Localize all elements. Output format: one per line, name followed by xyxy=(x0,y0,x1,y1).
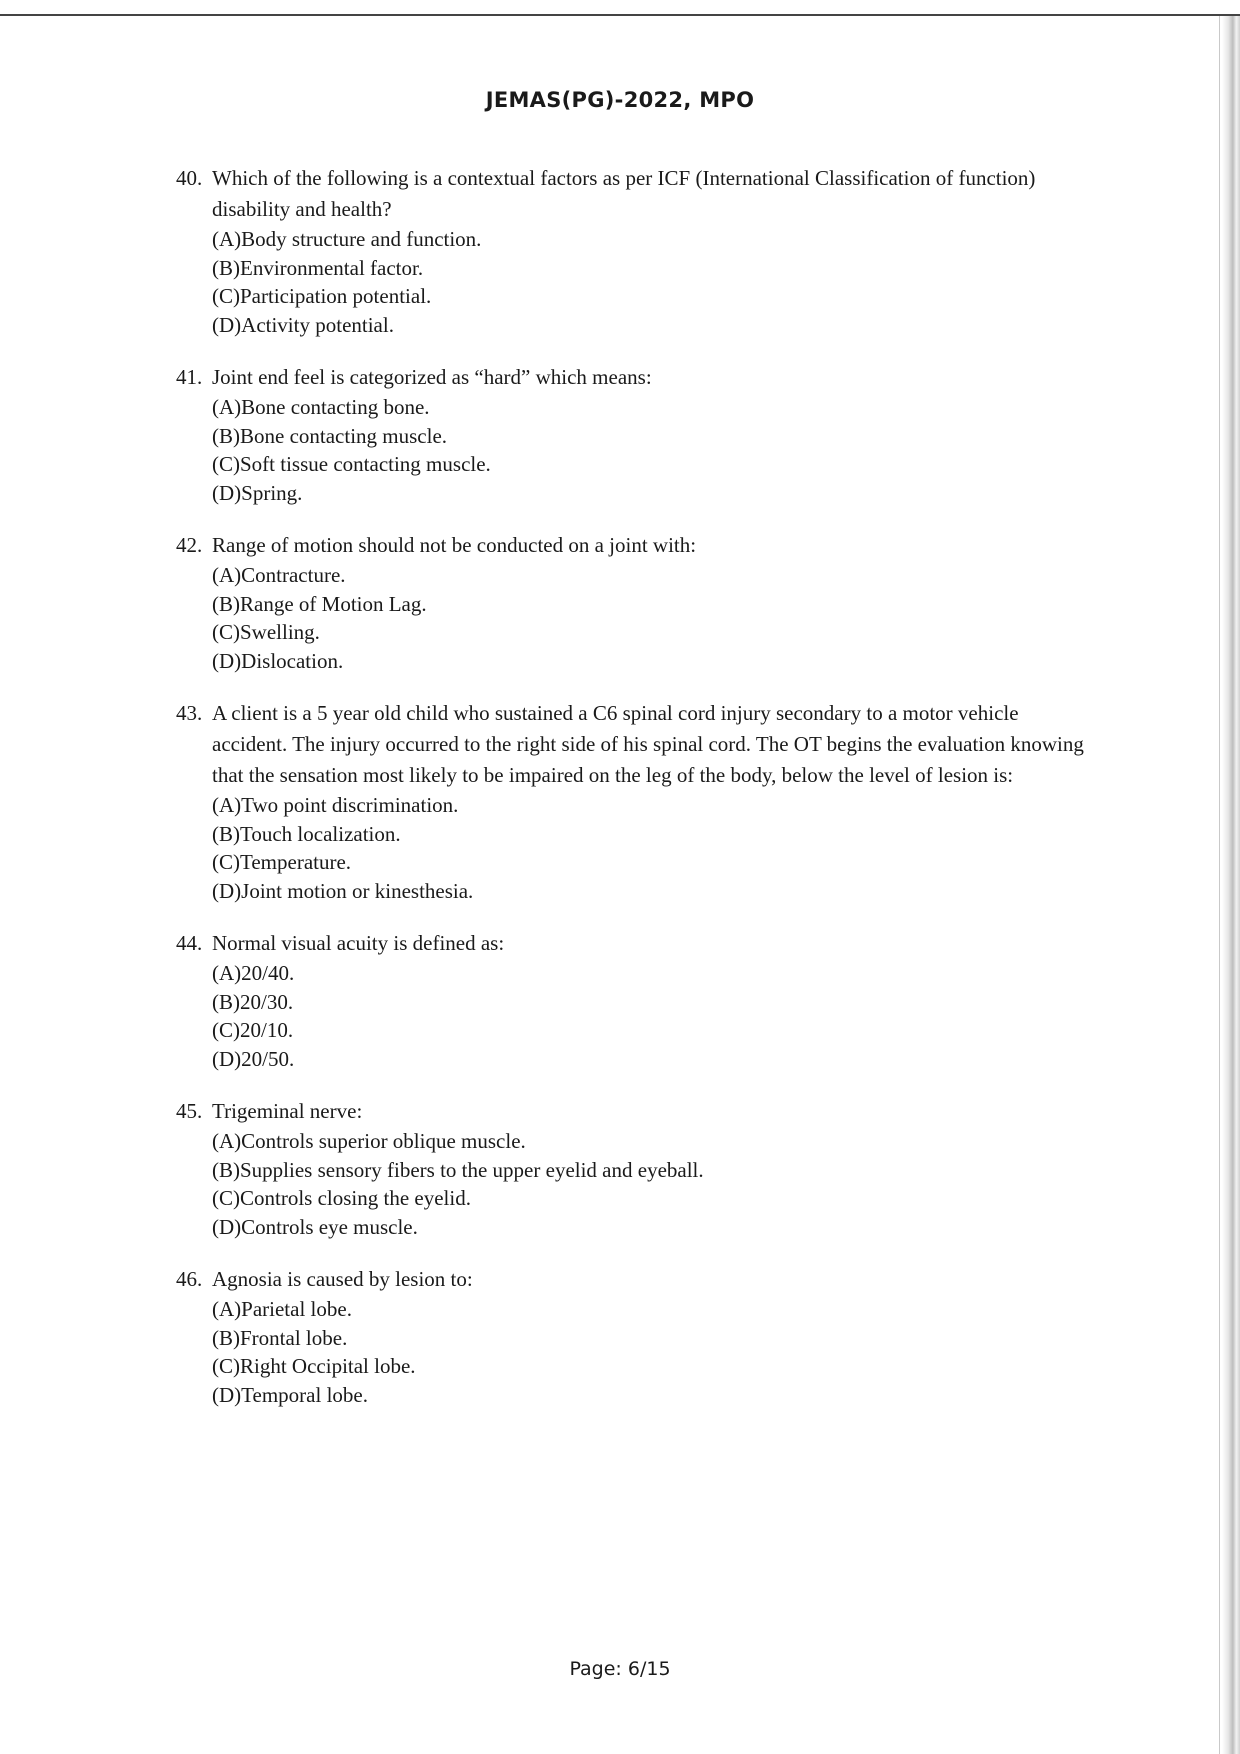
question-46 xyxy=(176,1264,1096,1409)
option-list xyxy=(212,561,1096,675)
answer-option xyxy=(212,1213,1096,1242)
question-45 xyxy=(176,1096,1096,1241)
question-40 xyxy=(176,163,1096,339)
answer-option xyxy=(212,254,1096,283)
option-letter: (D) xyxy=(212,312,242,337)
answer-option xyxy=(212,311,1096,340)
option-letter: (A) xyxy=(212,563,242,587)
option-text: Activity potential. xyxy=(241,312,394,337)
answer-option xyxy=(212,877,1096,906)
option-letter: (C) xyxy=(212,1018,240,1042)
option-letter: (C) xyxy=(212,1186,240,1210)
option-list xyxy=(212,1295,1096,1409)
page-number: Page: 6/15 xyxy=(569,1658,671,1680)
option-letter: (C) xyxy=(212,850,240,874)
question-43 xyxy=(176,698,1096,905)
option-text: Controls superior oblique muscle. xyxy=(241,1129,526,1153)
option-text: Temperature. xyxy=(240,850,352,874)
question-text: Joint end feel is categorized as “hard” which means: xyxy=(212,365,652,389)
question-41 xyxy=(176,362,1096,507)
option-letter: (A) xyxy=(212,1297,242,1321)
answer-option xyxy=(212,988,1096,1017)
question-42 xyxy=(176,530,1096,675)
answer-option xyxy=(212,1045,1096,1074)
answer-option xyxy=(212,618,1096,647)
option-letter: (D) xyxy=(212,1046,242,1071)
option-text: Frontal lobe. xyxy=(240,1325,348,1350)
option-text: 20/30. xyxy=(240,989,294,1014)
option-letter: (B) xyxy=(212,423,240,448)
option-text: Two point discrimination. xyxy=(241,793,459,817)
option-letter: (C) xyxy=(212,1354,240,1378)
option-text: Soft tissue contacting muscle. xyxy=(240,452,491,476)
option-text: Controls eye muscle. xyxy=(241,1214,418,1239)
option-text: 20/10. xyxy=(240,1018,294,1042)
option-text: Spring. xyxy=(241,480,303,505)
scan-right-border-line xyxy=(1219,16,1220,1754)
option-text: Right Occipital lobe. xyxy=(240,1354,416,1378)
option-text: Parietal lobe. xyxy=(241,1297,352,1321)
answer-option xyxy=(212,959,1096,988)
answer-option xyxy=(212,1156,1096,1185)
answer-option xyxy=(212,1127,1096,1156)
question-number: 43. xyxy=(176,701,203,725)
option-list xyxy=(212,791,1096,905)
question-number: 46. xyxy=(176,1267,203,1291)
option-text: Controls closing the eyelid. xyxy=(240,1186,471,1210)
answer-option xyxy=(212,1352,1096,1381)
option-text: Dislocation. xyxy=(241,648,344,673)
option-letter: (D) xyxy=(212,480,242,505)
option-letter: (C) xyxy=(212,620,240,644)
option-letter: (D) xyxy=(212,648,242,673)
option-list xyxy=(212,1127,1096,1241)
option-letter: (C) xyxy=(212,452,240,476)
option-letter: (D) xyxy=(212,1214,242,1239)
option-text: Swelling. xyxy=(240,620,320,644)
option-text: Bone contacting muscle. xyxy=(240,423,448,448)
option-letter: (A) xyxy=(212,227,242,251)
option-letter: (B) xyxy=(212,255,240,280)
question-text: Which of the following is a contextual factors as per ICF (International Classification of function) disability and health? xyxy=(212,166,1036,221)
question-stem xyxy=(176,163,1096,225)
option-text: 20/50. xyxy=(241,1046,295,1071)
option-letter: (B) xyxy=(212,591,240,616)
option-letter: (D) xyxy=(212,1382,242,1407)
question-text: Agnosia is caused by lesion to: xyxy=(212,1267,473,1291)
option-text: Contracture. xyxy=(241,563,346,587)
question-stem xyxy=(176,928,1096,959)
option-text: Range of Motion Lag. xyxy=(240,591,427,616)
option-text: Environmental factor. xyxy=(240,255,424,280)
answer-option xyxy=(212,479,1096,508)
answer-option xyxy=(212,590,1096,619)
answer-option xyxy=(212,1016,1096,1045)
question-44 xyxy=(176,928,1096,1073)
answer-option xyxy=(212,647,1096,676)
question-text: Trigeminal nerve: xyxy=(212,1099,363,1123)
option-text: 20/40. xyxy=(241,961,295,985)
answer-option xyxy=(212,561,1096,590)
question-number: 41. xyxy=(176,365,203,389)
answer-option xyxy=(212,450,1096,479)
question-text: Normal visual acuity is defined as: xyxy=(212,931,505,955)
question-number: 40. xyxy=(176,166,203,190)
option-letter: (A) xyxy=(212,793,242,817)
answer-option xyxy=(212,1295,1096,1324)
answer-option xyxy=(212,1184,1096,1213)
question-number: 45. xyxy=(176,1099,203,1123)
answer-option xyxy=(212,282,1096,311)
question-number: 42. xyxy=(176,533,203,557)
option-letter: (B) xyxy=(212,1325,240,1350)
answer-option xyxy=(212,848,1096,877)
question-text: Range of motion should not be conducted on a joint with: xyxy=(212,533,697,557)
question-stem xyxy=(176,1264,1096,1295)
option-text: Body structure and function. xyxy=(241,227,482,251)
option-letter: (A) xyxy=(212,1129,242,1153)
option-list xyxy=(212,393,1096,507)
question-stem xyxy=(176,1096,1096,1127)
page-title: JEMAS(PG)-2022, MPO xyxy=(485,88,755,112)
question-stem xyxy=(176,698,1096,791)
option-text: Bone contacting bone. xyxy=(241,395,430,419)
scan-top-border xyxy=(0,14,1240,16)
option-letter: (C) xyxy=(212,284,240,308)
question-stem xyxy=(176,530,1096,561)
question-text: A client is a 5 year old child who sustained a C6 spinal cord injury secondary to a motor vehicle accident. The injury occurred to the right side of his spinal cord. The OT begins the evaluation knowing that the sensation most likely to be impaired on the leg of the body, below the level of lesion is: xyxy=(212,701,1084,787)
answer-option xyxy=(212,225,1096,254)
option-letter: (D) xyxy=(212,878,242,903)
option-letter: (B) xyxy=(212,989,240,1014)
option-letter: (A) xyxy=(212,961,242,985)
question-list xyxy=(176,163,1096,1432)
answer-option xyxy=(212,393,1096,422)
scan-right-edge-shadow xyxy=(1222,16,1240,1754)
answer-option xyxy=(212,791,1096,820)
option-text: Joint motion or kinesthesia. xyxy=(241,878,474,903)
option-letter: (B) xyxy=(212,1157,240,1182)
option-list xyxy=(212,225,1096,339)
option-letter: (A) xyxy=(212,395,242,419)
answer-option xyxy=(212,422,1096,451)
answer-option xyxy=(212,820,1096,849)
option-text: Supplies sensory fibers to the upper eyelid and eyeball. xyxy=(240,1157,704,1182)
answer-option xyxy=(212,1324,1096,1353)
option-text: Touch localization. xyxy=(240,821,401,846)
option-text: Participation potential. xyxy=(240,284,432,308)
option-letter: (B) xyxy=(212,821,240,846)
answer-option xyxy=(212,1381,1096,1410)
option-list xyxy=(212,959,1096,1073)
option-text: Temporal lobe. xyxy=(241,1382,368,1407)
question-number: 44. xyxy=(176,931,203,955)
question-stem xyxy=(176,362,1096,393)
